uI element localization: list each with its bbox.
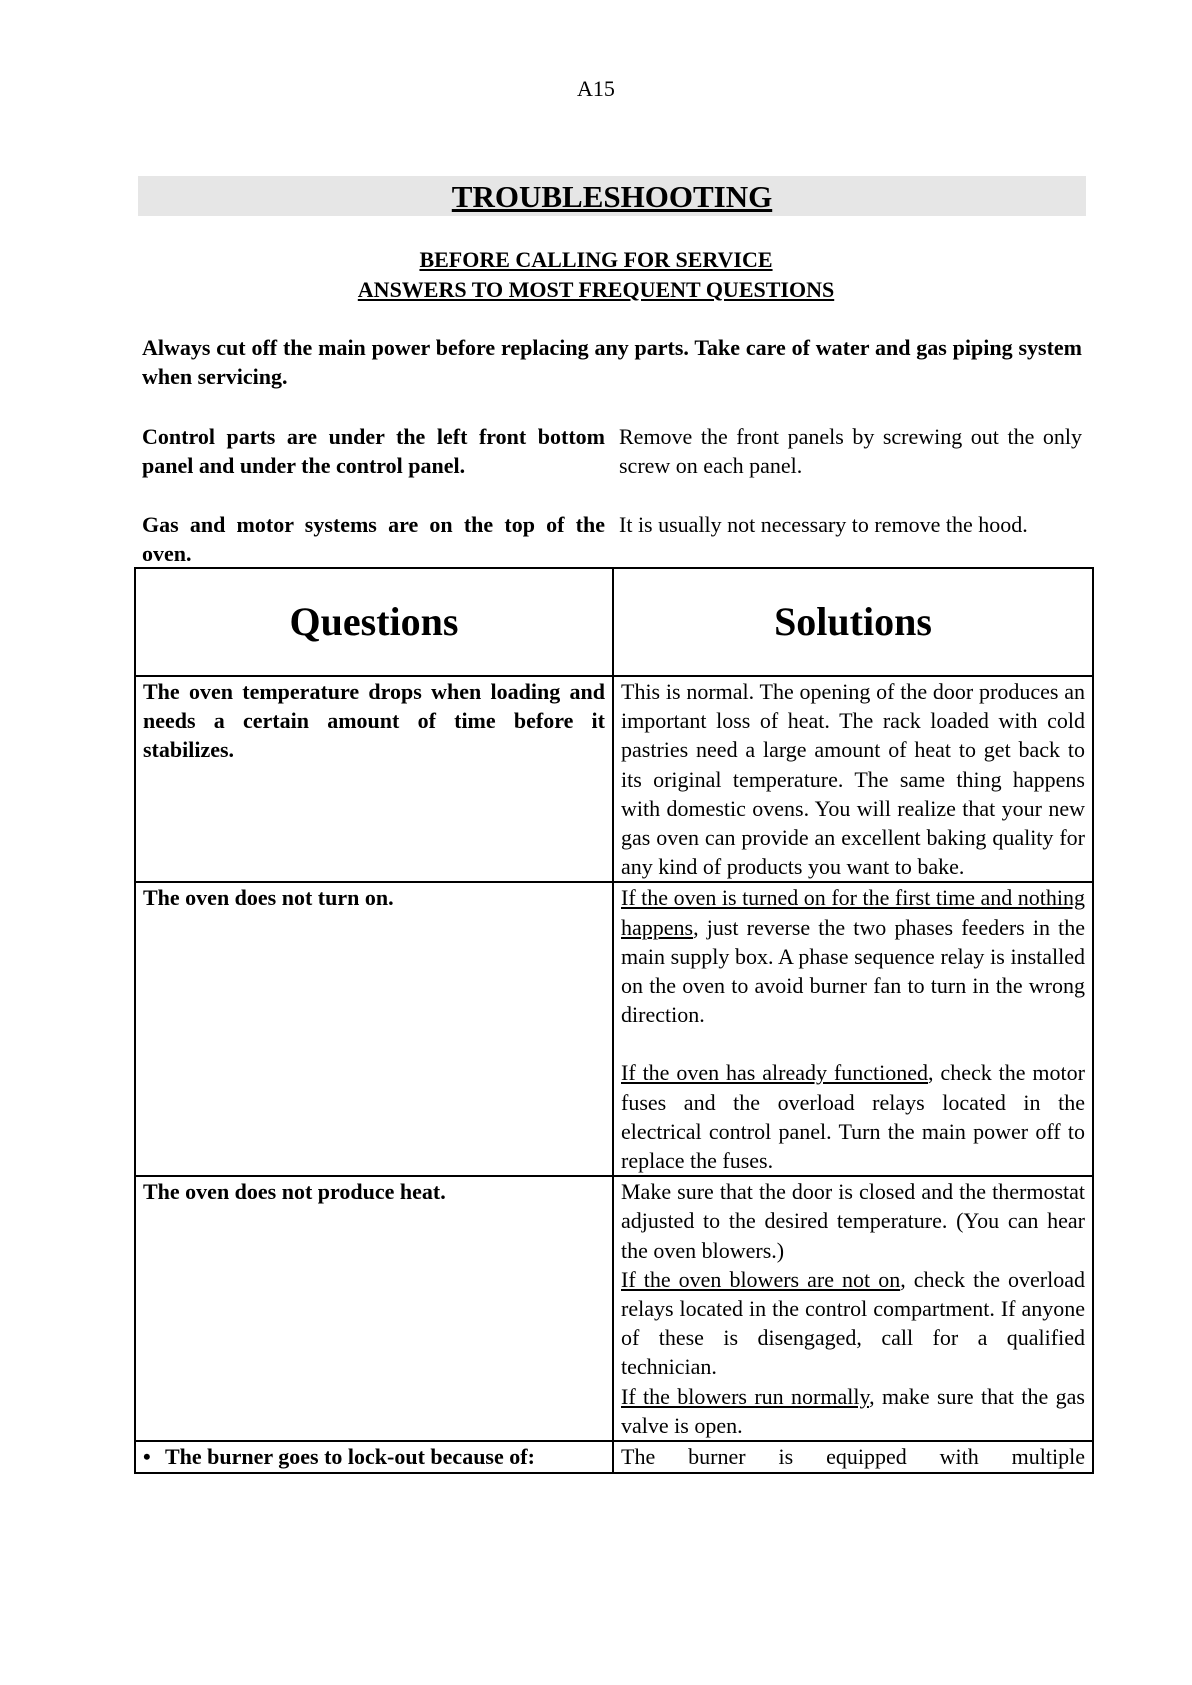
subtitle-before-calling: BEFORE CALLING FOR SERVICE — [419, 247, 773, 272]
note-gas-motor-location: Gas and motor systems are on the top of the oven. — [142, 512, 605, 566]
solution-cell — [613, 1176, 1093, 1441]
solution-paragraph — [621, 883, 1085, 1029]
solution-paragraph — [621, 1382, 1085, 1440]
solution-condition: If the oven is turned on for the first time and nothing happens — [621, 885, 1085, 940]
solution-condition: If the oven has already functioned — [621, 1060, 929, 1086]
question-cell: The oven does not turn on. — [135, 882, 613, 1176]
question-cell: The oven temperature drops when loading and needs a certain amount of time before it stabilizes. — [135, 676, 613, 882]
title-band — [138, 176, 1086, 216]
subtitle-answers: ANSWERS TO MOST FREQUENT QUESTIONS — [357, 277, 835, 302]
solution-cell: This is normal. The opening of the door produces an important loss of heat. The rack loaded with cold pastries need a large amount of heat to get back to its original temperature. The same thing happens with domestic ovens. You will realize that your new gas oven can provide an excellent baking quality for any kind of products you want to bake. — [613, 676, 1093, 882]
table-header-row — [135, 568, 1093, 676]
note-control-parts-instruction: Remove the front panels by screwing out the only screw on each panel. — [619, 424, 1082, 478]
solution-condition: If the blowers run normally — [621, 1383, 870, 1409]
table-row — [135, 1176, 1093, 1441]
solution-intro: Make sure that the door is closed and the thermostat adjusted to the desired temperature. (You can hear the oven blowers.) — [621, 1179, 1085, 1263]
table-row — [135, 676, 1093, 882]
solution-cell: The burner is equipped with multiple — [613, 1441, 1093, 1473]
page-title: TROUBLESHOOTING — [451, 179, 773, 214]
bullet-marker: • — [143, 1444, 151, 1470]
solution-condition: If the oven blowers are not on — [621, 1266, 901, 1292]
solution-cell — [613, 882, 1093, 1176]
intro-warning: Always cut off the main power before replacing any parts. Take care of water and gas piping system when servicing. — [142, 335, 1082, 389]
question-cell: The oven does not produce heat. — [135, 1176, 613, 1441]
solution-text: , check the motor fuses and the overload relays located in the electrical control panel. Turn the main power off to replace the fuses. — [621, 1060, 1085, 1174]
question-text: The burner goes to lock-out because of: — [165, 1444, 535, 1470]
solution-paragraph — [621, 1058, 1085, 1175]
table-row — [135, 1441, 1093, 1473]
solution-paragraph — [621, 1265, 1085, 1382]
table-row — [135, 882, 1093, 1176]
header-solutions: Solutions — [613, 568, 1093, 676]
question-cell — [135, 1441, 613, 1473]
note-gas-motor-instruction: It is usually not necessary to remove the hood. — [619, 512, 1028, 537]
solution-text: , check the overload relays located in the control compartment. If anyone of these is disengaged, call for a qualified technician. — [621, 1266, 1086, 1380]
header-questions: Questions — [135, 568, 613, 676]
solution-text: , make sure that the gas valve is open. — [621, 1383, 1085, 1438]
page-number: A15 — [577, 76, 615, 101]
note-control-parts-location: Control parts are under the left front bottom panel and under the control panel. — [142, 424, 605, 478]
solution-text: , just reverse the two phases feeders in the main supply box. A phase sequence relay is installed on the oven to avoid burner fan to turn in the wrong direction. — [621, 914, 1085, 1028]
troubleshooting-table — [134, 567, 1094, 1474]
